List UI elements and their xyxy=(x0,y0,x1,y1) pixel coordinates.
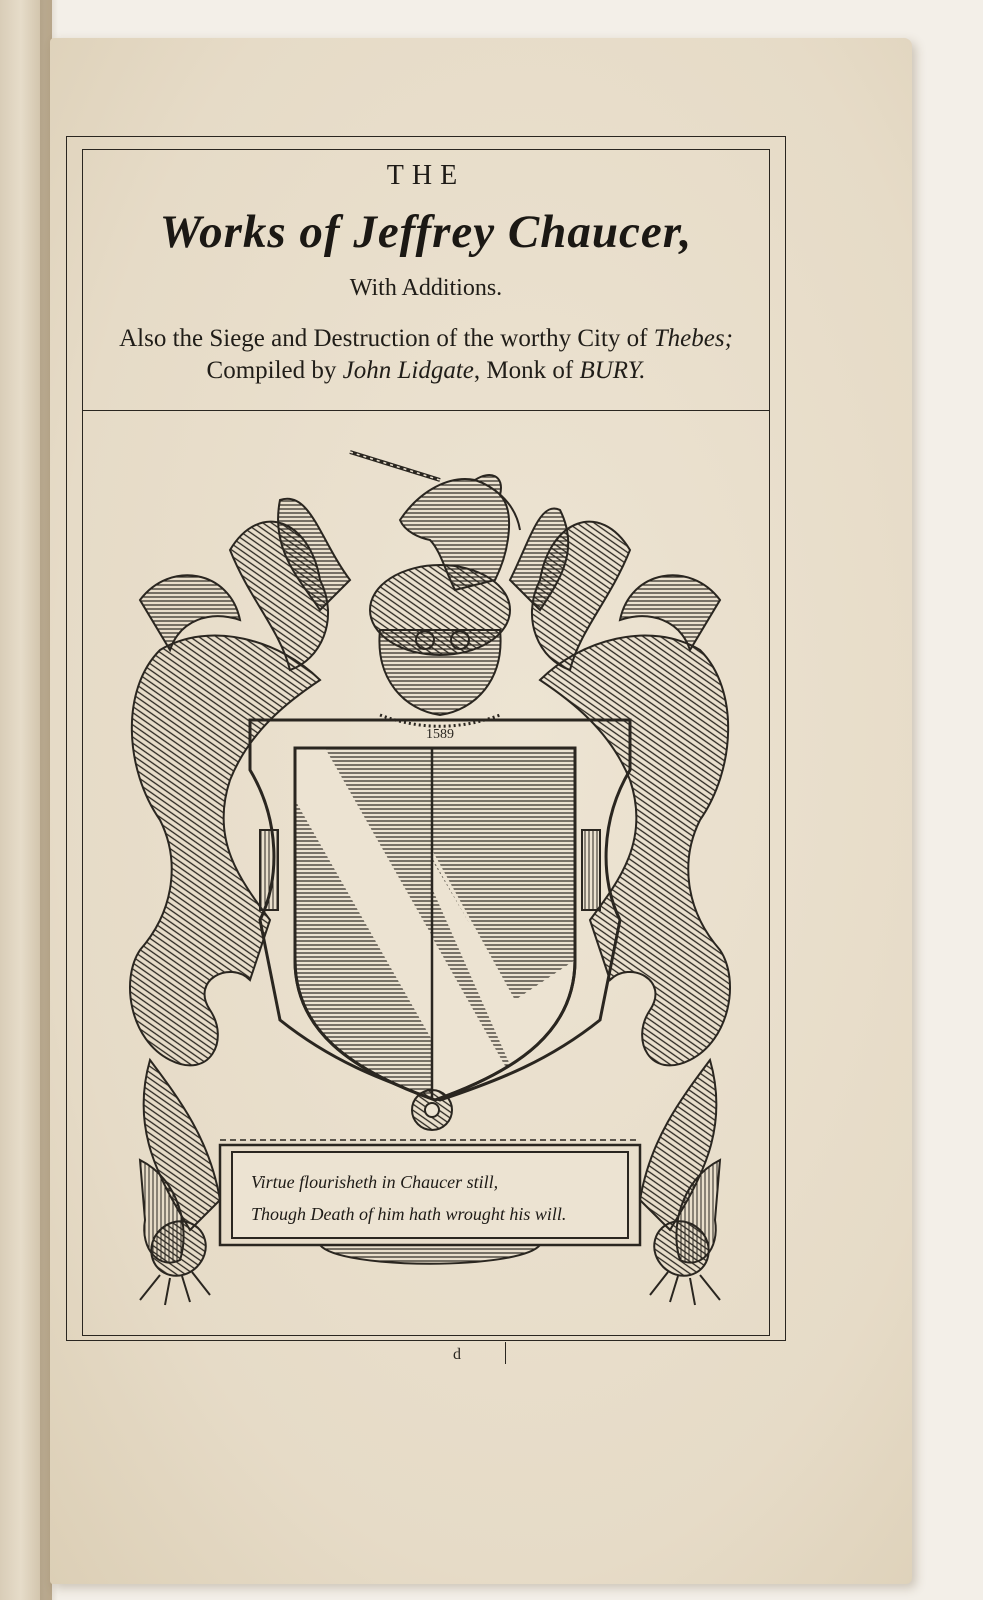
author-name: John Lidgate xyxy=(342,357,474,384)
title-line-2-text: Compiled by xyxy=(206,357,343,384)
motto-text xyxy=(233,1166,651,1230)
title-line-1-end: ; xyxy=(724,325,733,352)
heading-the: THE xyxy=(386,160,466,191)
pillar-left xyxy=(260,830,278,910)
subtitle: With Additions. xyxy=(349,275,503,301)
title-line-2-mid: , Monk of xyxy=(473,357,580,384)
title-line-2 xyxy=(82,357,770,385)
pillar-right xyxy=(582,830,600,910)
signature-mark: d xyxy=(453,1346,461,1363)
rosette xyxy=(412,1090,452,1130)
catchword-rule xyxy=(505,1342,506,1364)
motto-line-1: Virtue flourisheth in Chaucer still, xyxy=(251,1172,499,1192)
title-line-1 xyxy=(82,325,770,353)
title-separator-rule xyxy=(82,410,770,411)
crest-year: 1589 xyxy=(426,727,454,742)
place-name: BURY. xyxy=(579,357,646,384)
shield xyxy=(295,748,575,1110)
helmet xyxy=(370,565,510,726)
title-line-1-text: Also the Siege and Destruction of the worthy City of xyxy=(119,325,654,352)
city-name: Thebes xyxy=(653,325,725,352)
motto-line-2: Though Death of him hath wrought his will. xyxy=(251,1204,567,1224)
heading-title: Works of Jeffrey Chaucer, xyxy=(159,206,693,258)
